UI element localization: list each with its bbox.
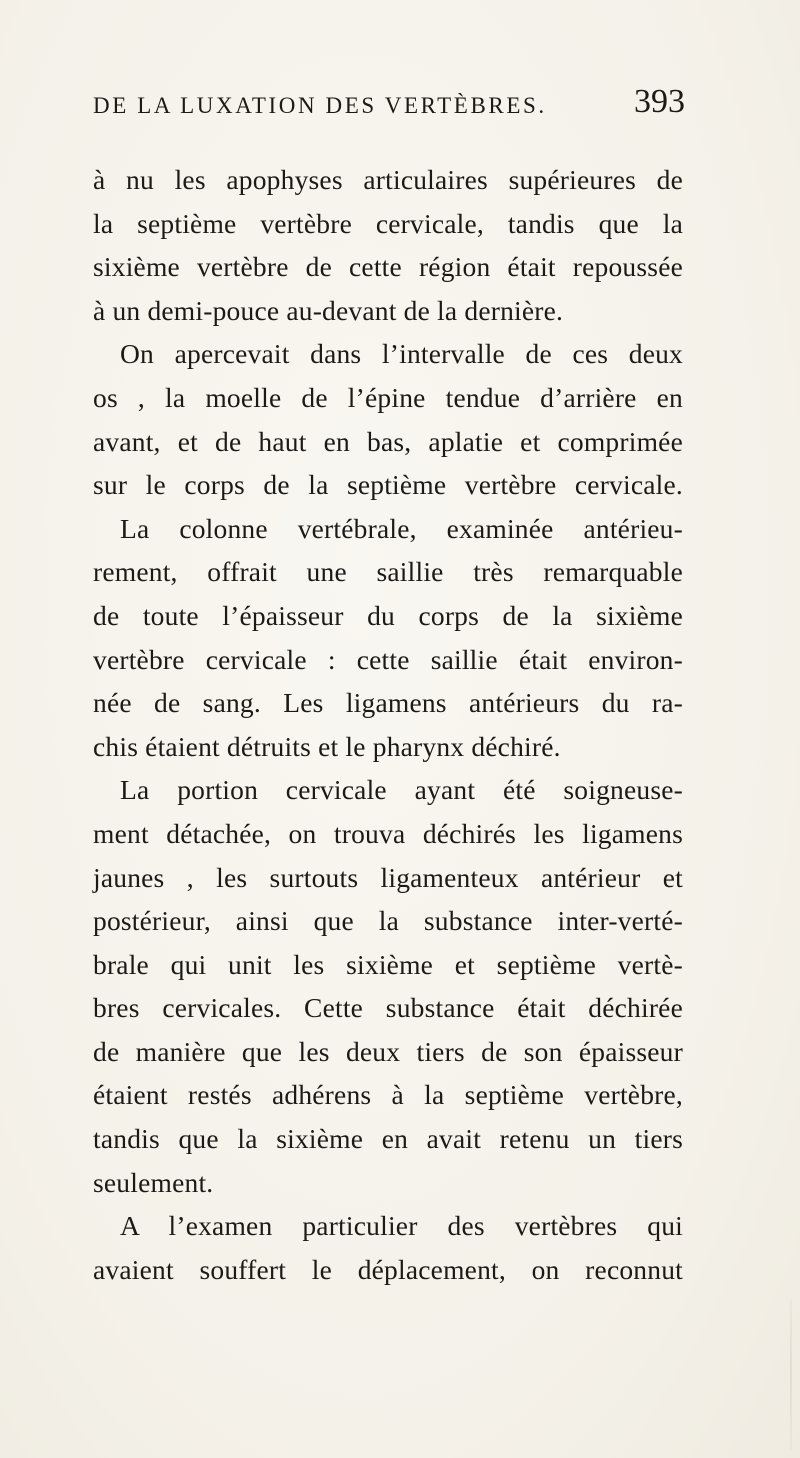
text-line: étaient restés adhérens à la septième vertèbre, <box>93 1079 683 1111</box>
text-line: rement, offrait une saillie très remarquable <box>93 556 683 588</box>
text-line: vertèbre cervicale : cette saillie était environ- <box>93 643 683 675</box>
text-line: à un demi-pouce au-devant de la dernière. <box>93 294 564 326</box>
text-line: à nu les apophyses articulaires supérieures de <box>93 164 683 195</box>
paragraph-start-line: La portion cervicale ayant été soigneuse- <box>120 774 683 806</box>
text-line: sixième vertèbre de cette région était repoussée <box>93 251 683 283</box>
text-line: os , la moelle de l’épine tendue d’arrière en <box>93 381 683 413</box>
page-number: 393 <box>634 83 685 120</box>
paragraph-start-line: On apercevait dans l’intervalle de ces deux <box>120 338 683 370</box>
text-line: jaunes , les surtouts ligamenteux antérieur et <box>93 861 683 893</box>
text-line: tandis que la sixième en avait retenu un tiers <box>93 1123 683 1155</box>
text-line: brale qui unit les sixième et septième vertè- <box>93 948 683 980</box>
text-line: avaient souffert le déplacement, on reconnut <box>93 1253 683 1285</box>
paragraph-start-line: La colonne vertébrale, examinée antérieu- <box>120 512 683 544</box>
paragraph-start-line: A l’examen particulier des vertèbres qui <box>120 1210 683 1242</box>
text-line: née de sang. Les ligamens antérieurs du ra- <box>93 687 683 719</box>
text-line: ment détachée, on trouva déchirés les ligamens <box>93 817 683 849</box>
text-line: postérieur, ainsi que la substance inter-verté- <box>93 905 683 937</box>
running-head <box>93 83 685 126</box>
text-line: avant, et de haut en bas, aplatie et comprimée <box>93 425 683 457</box>
body-text <box>93 158 683 1291</box>
text-line: bres cervicales. Cette substance était déchirée <box>93 992 683 1024</box>
text-line: de toute l’épaisseur du corps de la sixième <box>93 599 683 631</box>
text-line: chis étaient détruits et le pharynx déchiré. <box>93 730 561 762</box>
binding-shadow <box>790 1300 792 1450</box>
text-line: la septième vertèbre cervicale, tandis que la <box>93 207 683 239</box>
text-line: de manière que les deux tiers de son épaisseur <box>93 1035 683 1067</box>
running-title: DE LA LUXATION DES VERTÈBRES. <box>93 93 547 118</box>
text-line: seulement. <box>93 1166 214 1198</box>
text-line: sur le corps de la septième vertèbre cervicale. <box>93 469 683 501</box>
